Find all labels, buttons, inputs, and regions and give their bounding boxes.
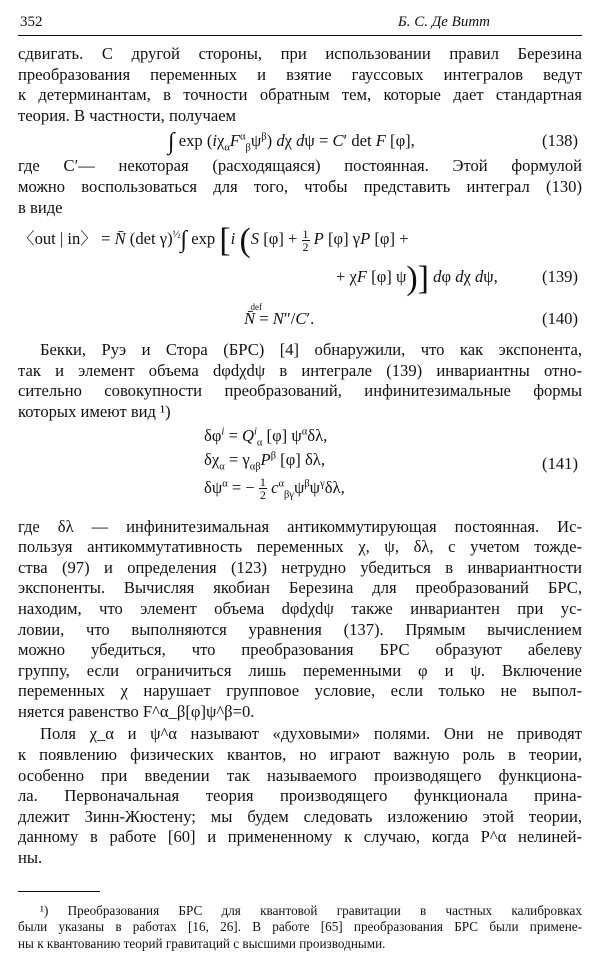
equation-number: (140)	[542, 309, 578, 329]
paragraph-1	[18, 44, 582, 126]
equation-139	[18, 218, 582, 296]
footnote	[18, 903, 582, 952]
footnote-rule	[18, 891, 100, 892]
text-line: длежит Зинн-Жюстену; мы будем следовать изложению этой теории,	[18, 806, 582, 826]
text-line: ловии, что выполняются уравнения (137). Прямым вычислением	[18, 619, 582, 639]
text-line: сдвигать. С другой стороны, при использовании правил Березина	[18, 44, 582, 63]
text-line: переменных χ нарушает групповое условие, если только не выпол-	[18, 681, 582, 701]
text-line: ства (97) и определения (123) нетрудно убедиться в инвариантности	[18, 557, 582, 577]
equation-number: (141)	[542, 453, 578, 473]
text-line: пользуя антикоммутативность переменных χ, ψ, δλ, с учетом тожде-	[18, 537, 582, 557]
footnote-line: ны к квантованию теорий гравитаций с высшими производными.	[18, 935, 386, 951]
text-line: особенно при введении так называемого производящего функциона-	[18, 765, 582, 785]
text-line: экспоненты. Вычисляя якобиан Березина для преобразований БРС,	[18, 578, 582, 598]
text-line: сительно совокупности преобразований, инфинитезимальные формы	[18, 381, 582, 401]
equation-138-body: ∫ $\exp (i\chi_\alpha F^\alpha_\beta\psi^\beta)$ dχ dψ = C′ det F [φ],	[168, 129, 415, 156]
text-line: где C′— некоторая (расходящаяся) постоянная. Этой формулой	[18, 156, 582, 176]
paragraph-5	[18, 724, 582, 868]
text-line: в виде	[18, 197, 63, 217]
def-label: def	[250, 302, 263, 313]
equation-number: (139)	[542, 267, 578, 287]
text-line: ла. Первоначальная теория производящего функционала прина-	[18, 786, 582, 806]
running-title: Б. С. Де Витт	[397, 14, 490, 30]
text-line: Поля χ_α и ψ^α называют «духовыми» полями. Они не приводят	[40, 724, 582, 744]
page	[18, 14, 582, 869]
text-line: находим, что элемент объема dφdχdψ также инвариантен при ус-	[18, 598, 582, 618]
running-header	[18, 14, 582, 36]
text-line: теория. В частности, получаем	[18, 105, 237, 125]
text-line: данному в работе [60] и примененному к случаю, когда P^α нелиней-	[18, 827, 582, 847]
text-line: Бекки, Руэ и Стора (БРС) [4] обнаружили, что как экспонента,	[40, 340, 582, 360]
text-line: где δλ — инфинитезимальная антикоммутирующая постоянная. Ис-	[18, 516, 582, 536]
text-line: преобразования переменных и взятие гауссовых интегралов ведут	[18, 64, 582, 84]
equation-138	[18, 126, 582, 156]
text-line: можно убедиться, что преобразования БРС образуют абелеву	[18, 640, 582, 660]
equation-141	[18, 423, 582, 511]
text-line: которых имеют вид ¹)	[18, 401, 171, 421]
text-line: ны.	[18, 848, 43, 868]
footnote-line: были указаны в работах [16, 26]. В работе [65] преобразования БРС были примене-	[18, 919, 582, 935]
equation-139-line-1: 〈out | in〉 = N̄ (det γ)$^{\frac{1}{2}}$∫ exp [i (S [φ] + $\frac{1}{2}$ P [φ] γP [φ] +	[18, 222, 409, 260]
equation-141-line-1: $\delta\varphi^i = Q^i_\alpha$ [φ] $\psi^\alpha\delta\lambda$,	[204, 425, 328, 448]
footnote-line: ¹) Преобразования БРС для квантовой гравитации в частных калибровках	[40, 903, 582, 918]
equation-140	[18, 296, 582, 336]
equation-141-line-3: $\delta\psi^\alpha$ = − $\frac{1}{2}$ $c^\alpha_{\beta\gamma}\psi^\beta\psi^\gamma\delta\lambda$,	[204, 475, 345, 503]
text-line: группу, если ограничиться лишь переменными φ и ψ. Включение	[18, 660, 582, 680]
equation-141-line-2: $\delta\chi_\alpha = \gamma_{\alpha\beta}P^\beta$ [φ] δλ,	[204, 449, 325, 472]
equation-140-body: def N̄ = N″/C′.	[244, 306, 314, 332]
equation-139-line-2: + χF [φ] ψ)] dφ dχ dψ,	[336, 260, 498, 298]
paragraph-2	[18, 156, 582, 218]
text-line: так и элемент объема dφdχdψ в интеграле (139) инвариантны отно-	[18, 360, 582, 380]
text-line: няется равенство F^α_β[φ]ψ^β=0.	[18, 701, 255, 721]
text-line: можно воспользоваться для того, чтобы представить интеграл (130)	[18, 176, 582, 196]
text-line: к появлению физических квантов, но играют важную роль в теории,	[18, 745, 582, 765]
equation-number: (138)	[542, 131, 578, 151]
page-number: 352	[20, 14, 43, 30]
paragraph-3	[18, 340, 582, 422]
paragraph-4	[18, 517, 582, 723]
text-line: к детерминантам, в точности обратным тем, которые дает стандартная	[18, 85, 582, 105]
